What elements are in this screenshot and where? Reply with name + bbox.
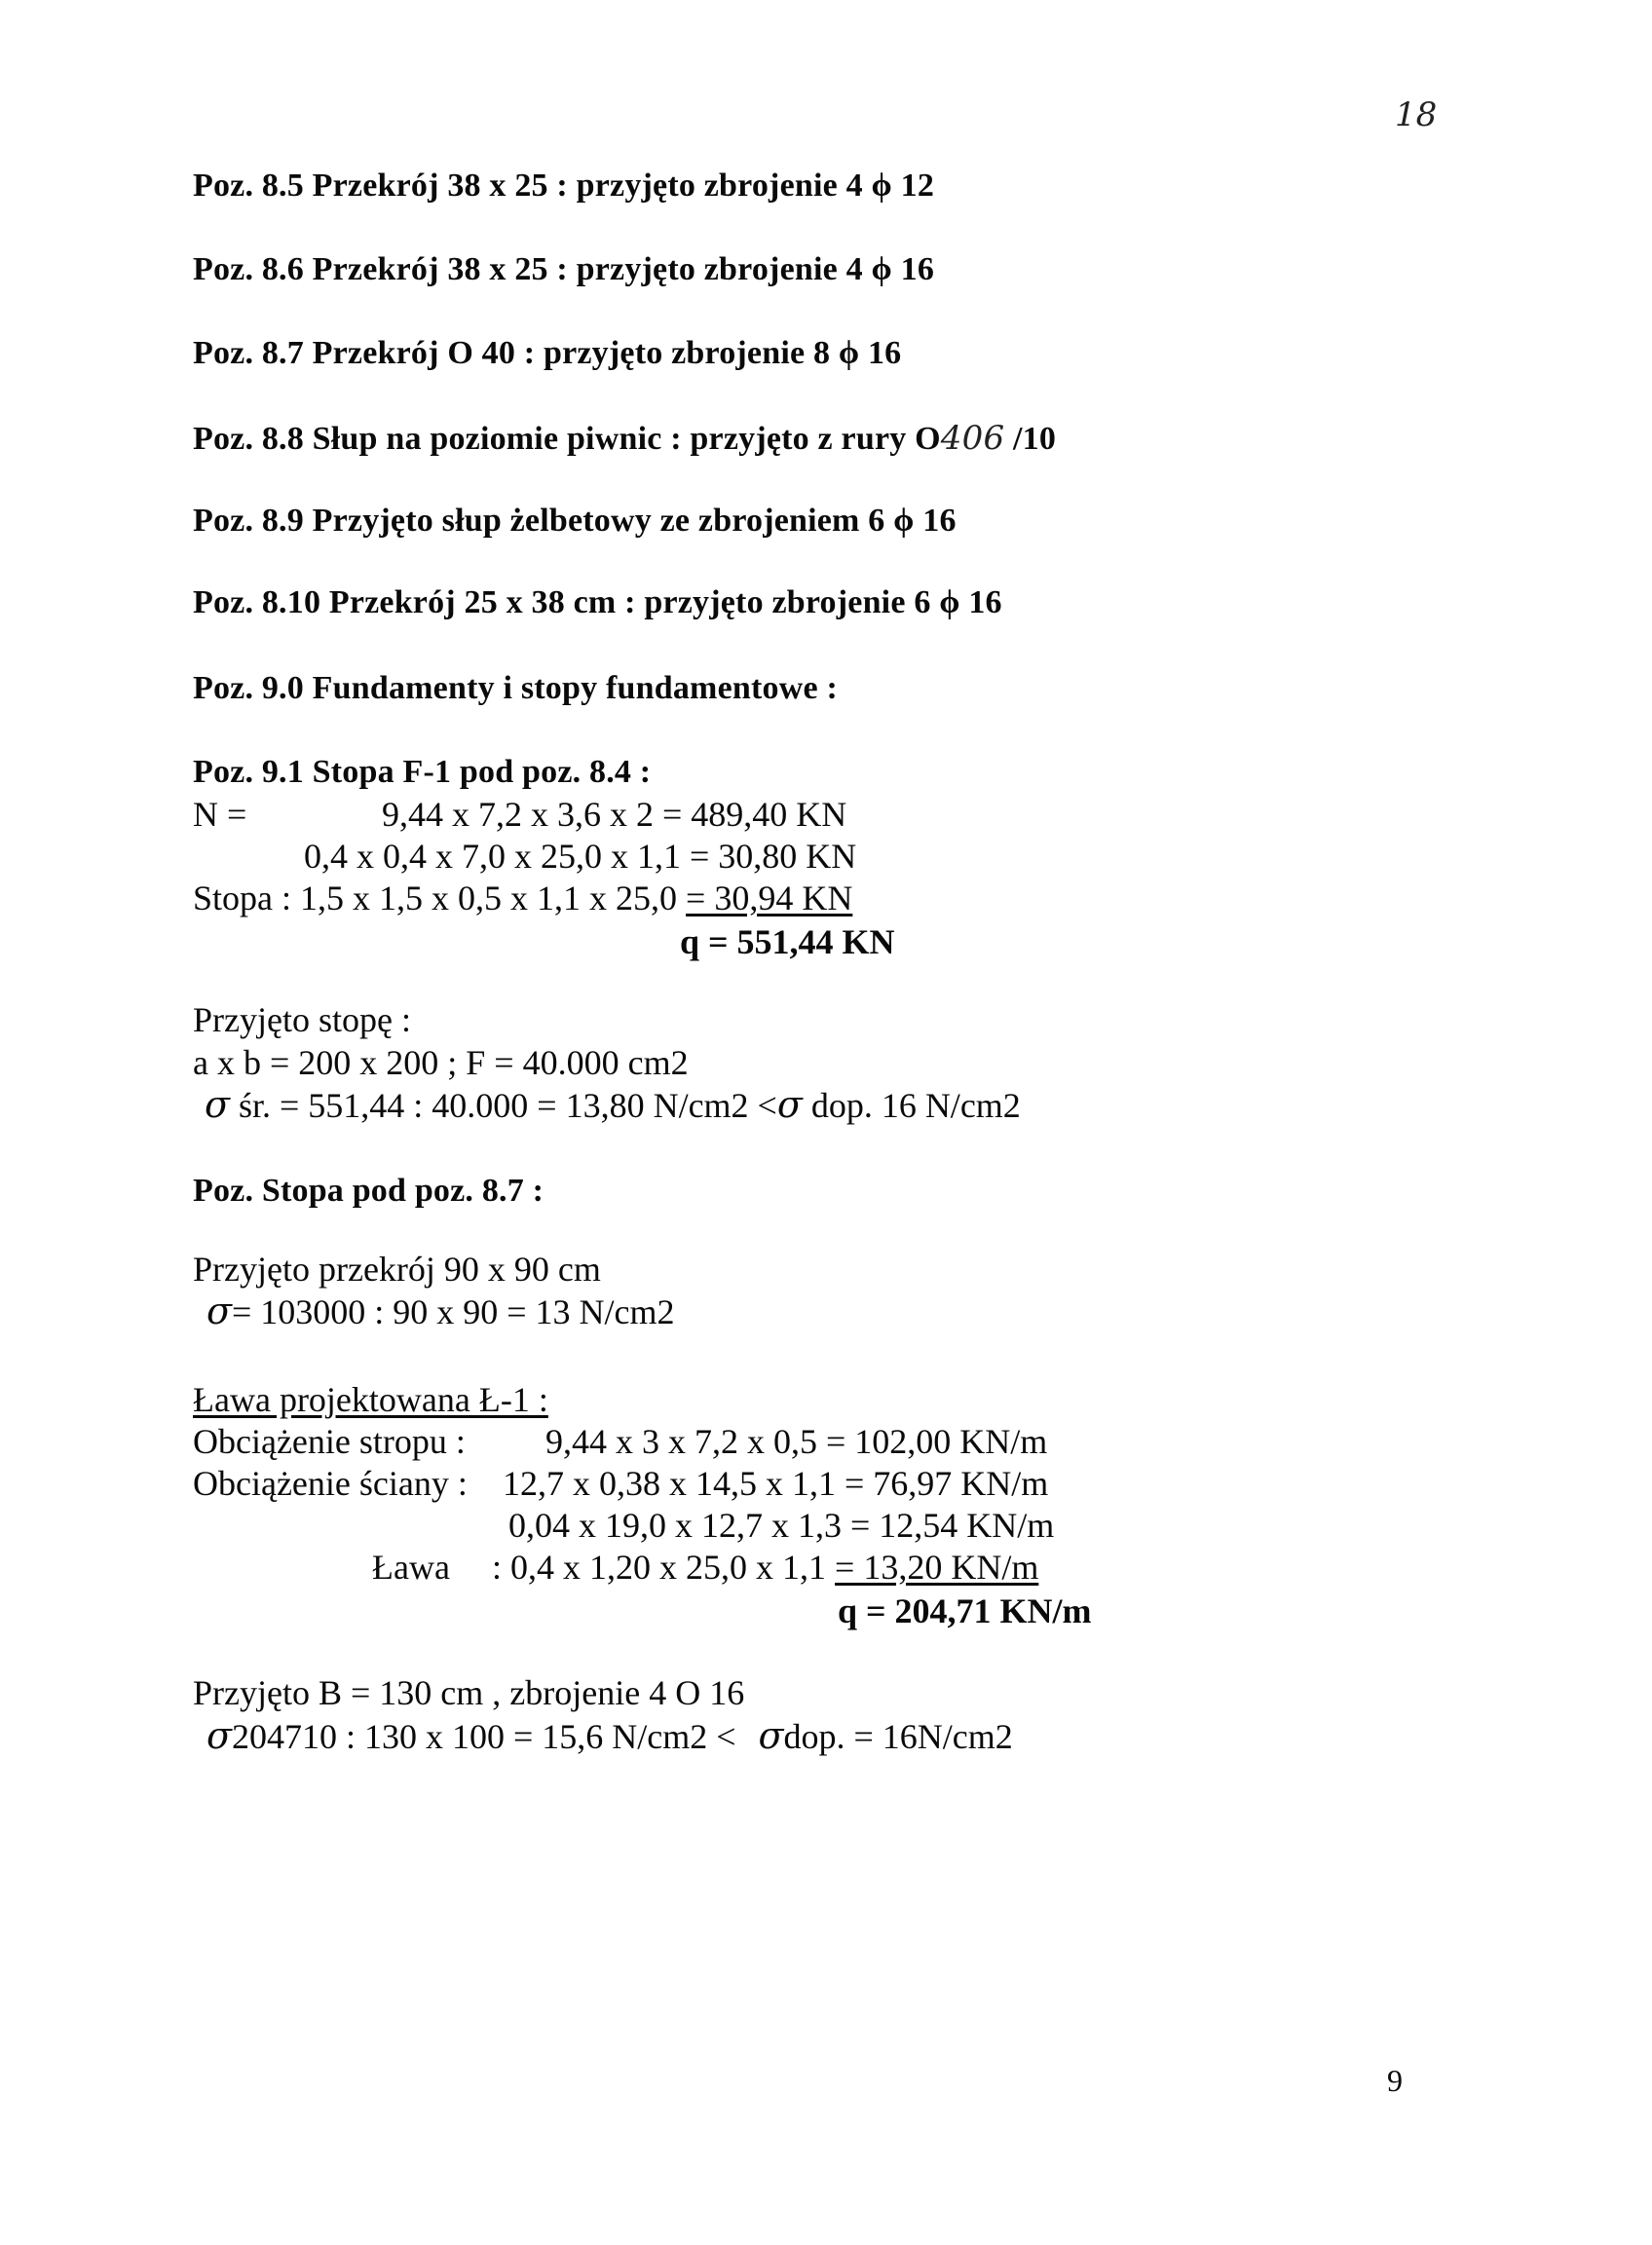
stopa-8-7-line-1: Przyjęto przekrój 90 x 90 cm: [193, 1250, 601, 1289]
f1-n-label: N =: [193, 795, 247, 834]
lawa-row-1-value: 9,44 x 3 x 7,2 x 0,5 = 102,00 KN/m: [545, 1422, 1048, 1461]
section-9-0: Poz. 9.0 Fundamenty i stopy fundamentowe :: [193, 670, 838, 706]
lawa-row-4-label: Ława: [372, 1548, 450, 1587]
section-9-1: Poz. 9.1 Stopa F-1 pod poz. 8.4 :: [193, 754, 652, 790]
f1-row-3-label: Stopa : 1,5 x 1,5 x 0,5 x 1,1 x 25,0: [193, 879, 687, 917]
f1-row-2: 0,4 x 0,4 x 7,0 x 25,0 x 1,1 = 30,80 KN: [304, 837, 857, 876]
f1-total: q = 551,44 KN: [680, 922, 895, 961]
f1-row-3-value: = 30,94 KN: [686, 879, 853, 917]
f1-dimensions: a x b = 200 x 200 ; F = 40.000 cm2: [193, 1043, 689, 1082]
handwritten-page-number: 18: [1395, 95, 1438, 134]
lawa-allow-text: dop. = 16N/cm2: [783, 1717, 1013, 1756]
lawa-row-1-label: Obciążenie stropu :: [193, 1422, 466, 1461]
lawa-row-2-label: Obciążenie ściany :: [193, 1464, 468, 1503]
section-8-10: Poz. 8.10 Przekrój 25 x 38 cm : przyjęto zbrojenie 6 ϕ 16: [193, 584, 1002, 620]
section-8-8-tail: /10: [1004, 421, 1057, 457]
lawa-row-4-calc: : 0,4 x 1,20 x 25,0 x 1,1: [492, 1548, 836, 1587]
lawa-stress-text: 204710 : 130 x 100 = 15,6 N/cm2 <: [231, 1717, 736, 1756]
f1-stress: [205, 1083, 1021, 1126]
section-8-9: Poz. 8.9 Przyjęto słup żelbetowy ze zbrojeniem 6 ϕ 16: [193, 503, 957, 539]
lawa-stress: [206, 1714, 1013, 1757]
lawa-total: q = 204,71 KN/m: [838, 1591, 1092, 1630]
section-8-7: Poz. 8.7 Przekrój O 40 : przyjęto zbrojenie 8 ϕ 16: [193, 335, 902, 371]
lawa-adopted: Przyjęto B = 130 cm , zbrojenie 4 O 16: [193, 1673, 745, 1712]
page-number: 9: [1387, 2063, 1403, 2098]
sigma-symbol: σ: [205, 1083, 230, 1126]
section-8-6: Poz. 8.6 Przekrój 38 x 25 : przyjęto zbrojenie 4 ϕ 16: [193, 251, 935, 287]
sigma-symbol-5: σ: [758, 1714, 784, 1757]
lawa-title: Ława projektowana Ł-1 :: [193, 1380, 548, 1419]
sigma-symbol-2: σ: [776, 1083, 803, 1126]
lawa-row-4-sum: = 13,20 KN/m: [835, 1548, 1039, 1587]
f1-row-3: [193, 878, 852, 918]
lawa-row-2-value: 12,7 x 0,38 x 14,5 x 1,1 = 76,97 KN/m: [503, 1464, 1049, 1503]
lawa-row-3-value: 0,04 x 19,0 x 12,7 x 1,3 = 12,54 KN/m: [508, 1506, 1055, 1545]
stopa-8-7-stress: = 103000 : 90 x 90 = 13 N/cm2: [231, 1292, 675, 1331]
section-8-8-handwritten: 406: [940, 419, 1005, 458]
stopa-8-7-title: Poz. Stopa pod poz. 8.7 :: [193, 1173, 544, 1209]
stopa-8-7-line-2: [206, 1290, 675, 1332]
f1-row-1: 9,44 x 7,2 x 3,6 x 2 = 489,40 KN: [382, 795, 847, 834]
lawa-row-4-value: [492, 1547, 1038, 1588]
section-8-8-text: Poz. 8.8 Słup na poziomie piwnic : przyjęto z rury O: [193, 421, 941, 457]
f1-adopted: Przyjęto stopę :: [193, 1000, 411, 1039]
f1-allow-text: dop. 16 N/cm2: [802, 1086, 1021, 1125]
section-8-8: [193, 419, 1056, 458]
section-8-5: Poz. 8.5 Przekrój 38 x 25 : przyjęto zbrojenie 4 ϕ 12: [193, 168, 935, 204]
sigma-symbol-4: σ: [206, 1714, 232, 1757]
f1-stress-text: śr. = 551,44 : 40.000 = 13,80 N/cm2 <: [229, 1086, 777, 1125]
sigma-symbol-3: σ: [206, 1290, 232, 1332]
